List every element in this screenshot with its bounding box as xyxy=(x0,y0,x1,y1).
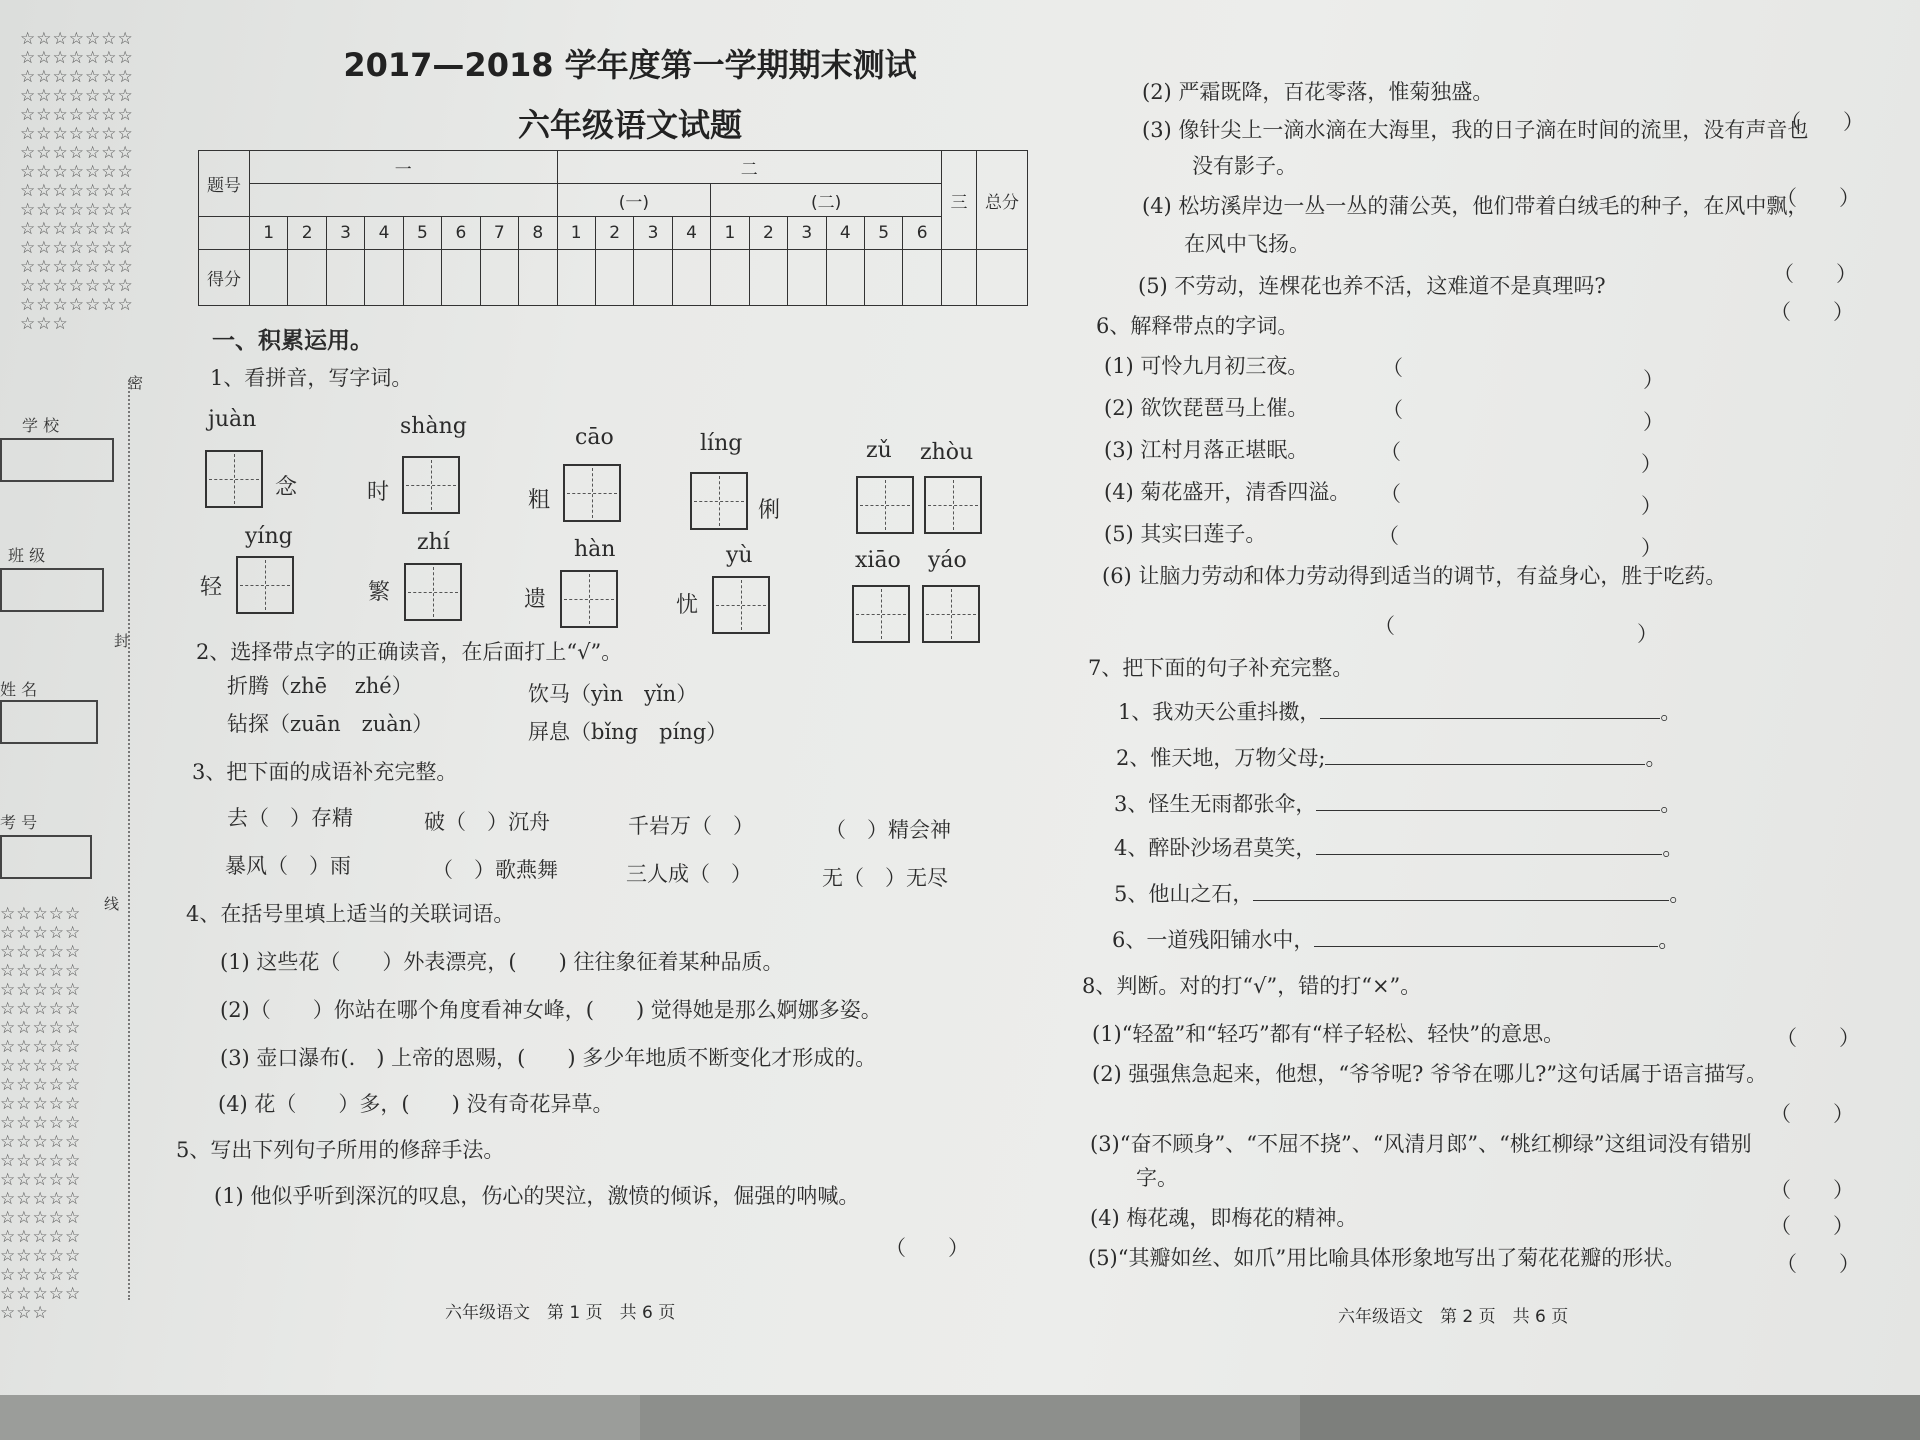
qnum-cell: 5 xyxy=(403,217,441,250)
idiom-item[interactable]: 千岩万（ ） xyxy=(628,814,754,838)
q7-end: 。 xyxy=(1669,882,1691,906)
q2-option[interactable]: 钻探（zuān zuàn） xyxy=(227,712,434,736)
given-char: 轻 xyxy=(200,575,223,600)
paren-close[interactable]: ） xyxy=(1643,410,1664,434)
q6-item: (6) 让脑力劳动和体力劳动得到适当的调节，有益身心，胜于吃药。 xyxy=(1102,564,1727,588)
q7-end: 。 xyxy=(1645,746,1667,770)
school-label: 学 校 xyxy=(22,416,60,435)
name-field[interactable] xyxy=(0,700,98,744)
rhetoric-item: (3) 像针尖上一滴水滴在大海里，我的日子滴在时间的流里，没有声音也 xyxy=(1142,118,1809,142)
q7-item xyxy=(1116,742,1666,772)
q7-prompt: 7、把下面的句子补充完整。 xyxy=(1088,656,1354,680)
q7-item xyxy=(1114,832,1683,862)
rhetoric-item-cont: 没有影子。 xyxy=(1192,154,1297,178)
section-2-header: 二 xyxy=(557,151,942,184)
exam-subtitle: 六年级语文试题 xyxy=(517,106,742,144)
q7-end: 。 xyxy=(1658,928,1680,952)
q5-item: (1) 他似乎听到深沉的叹息，伤心的哭泣，激愤的倾诉，倔强的呐喊。 xyxy=(214,1184,860,1208)
score-cell[interactable] xyxy=(519,250,557,306)
score-cell[interactable] xyxy=(365,250,403,306)
fill-line[interactable] xyxy=(1253,882,1669,901)
pinyin: hàn xyxy=(574,537,616,562)
idiom-item[interactable]: 去（ ）存精 xyxy=(227,806,353,830)
qnum-cell: 4 xyxy=(672,217,710,250)
qnum-cell: 4 xyxy=(826,217,864,250)
q8-item: (1)“轻盈”和“轻巧”都有“样子轻松、轻快”的意思。 xyxy=(1092,1022,1565,1046)
answer-paren[interactable]: （ ） xyxy=(1770,1178,1854,1202)
paren-open[interactable]: （ xyxy=(1374,614,1395,638)
q7-item xyxy=(1112,924,1679,954)
fill-line[interactable] xyxy=(1320,700,1660,719)
fill-line[interactable] xyxy=(1316,836,1662,855)
idiom-item[interactable]: （ ）精会神 xyxy=(825,818,951,842)
fill-line[interactable] xyxy=(1325,746,1645,765)
q7-text: 5、他山之石， xyxy=(1114,882,1254,906)
score-cell[interactable] xyxy=(557,250,595,306)
seal-mi: 密 xyxy=(128,374,144,392)
under-sheet xyxy=(0,1395,640,1440)
score-cell[interactable] xyxy=(711,250,749,306)
score-cell[interactable] xyxy=(749,250,787,306)
exam-number-label: 考 号 xyxy=(0,813,38,832)
sub-a-header: (一) xyxy=(557,184,711,217)
binding-dotted-line xyxy=(128,380,130,1300)
pinyin: zhòu xyxy=(920,440,974,465)
given-char: 遗 xyxy=(524,587,547,612)
name-label: 姓 名 xyxy=(0,680,38,699)
q6-item: (1) 可怜九月初三夜。 xyxy=(1104,354,1309,378)
qnum-cell: 1 xyxy=(711,217,749,250)
qnum-cell: 3 xyxy=(634,217,672,250)
q4-item[interactable]: (3) 壶口瀑布(. ) 上帝的恩赐，( ) 多少年地质不断变化才形成的。 xyxy=(220,1046,877,1070)
q7-text: 6、一道残阳铺水中， xyxy=(1112,928,1315,952)
q3-prompt: 3、把下面的成语补充完整。 xyxy=(192,760,458,784)
answer-paren[interactable]: （ ） xyxy=(1770,1214,1854,1238)
answer-paren[interactable]: （ ） xyxy=(885,1236,969,1260)
score-cell[interactable] xyxy=(826,250,864,306)
given-char: 时 xyxy=(367,480,390,505)
q4-item[interactable]: (4) 花（ ）多，( ) 没有奇花异草。 xyxy=(218,1092,614,1116)
writing-box[interactable] xyxy=(560,570,618,628)
qnum-cell: 1 xyxy=(250,217,288,250)
writing-box[interactable] xyxy=(236,556,294,614)
score-cell[interactable] xyxy=(634,250,672,306)
q8-item-cont: 字。 xyxy=(1136,1166,1178,1190)
idiom-item[interactable]: 三人成（ ） xyxy=(626,862,752,886)
score-cell[interactable] xyxy=(442,250,480,306)
q6-item: (3) 江村月落正堪眠。 xyxy=(1104,438,1309,462)
q2-prompt: 2、选择带点字的正确读音，在后面打上“√”。 xyxy=(196,640,623,664)
given-char: 俐 xyxy=(758,498,781,523)
pinyin: juàn xyxy=(208,407,257,432)
section-1-heading: 一、积累运用。 xyxy=(212,328,373,354)
score-cell[interactable] xyxy=(403,250,441,306)
score-cell[interactable] xyxy=(865,250,903,306)
pinyin: zhí xyxy=(417,530,450,555)
binding-strip xyxy=(0,0,150,1395)
qnum-cell: 3 xyxy=(326,217,364,250)
q6-item: (4) 菊花盛开，清香四溢。 xyxy=(1104,480,1351,504)
answer-paren[interactable]: （ ） xyxy=(1776,186,1860,210)
pinyin: shàng xyxy=(400,414,467,439)
fill-line[interactable] xyxy=(1316,792,1660,811)
q7-item xyxy=(1118,696,1681,726)
paren-close[interactable]: ） xyxy=(1637,622,1658,646)
paren-close[interactable]: ） xyxy=(1641,494,1662,518)
rhetoric-item: (5) 不劳动，连棵花也养不活，这难道不是真理吗? xyxy=(1138,274,1606,298)
given-char: 忧 xyxy=(676,593,699,618)
score-cell[interactable] xyxy=(672,250,710,306)
paren-close[interactable]: ） xyxy=(1641,536,1662,560)
score-cell[interactable] xyxy=(250,250,288,306)
score-cell[interactable] xyxy=(788,250,826,306)
seal-xian: 线 xyxy=(104,895,120,913)
qnum-cell: 7 xyxy=(480,217,518,250)
score-cell[interactable] xyxy=(326,250,364,306)
school-field[interactable] xyxy=(0,438,114,482)
q2-option[interactable]: 折腾（zhē zhé） xyxy=(227,674,413,698)
q4-item[interactable]: (2)（ ）你站在哪个角度看神女峰，( ) 觉得她是那么婀娜多姿。 xyxy=(220,998,882,1022)
paren-open[interactable]: （ xyxy=(1382,356,1403,380)
answer-paren[interactable]: （ ） xyxy=(1770,1102,1854,1126)
paren-open[interactable]: （ xyxy=(1382,398,1403,422)
class-label: 班 级 xyxy=(8,546,46,565)
seal-feng: 封 xyxy=(114,632,130,650)
writing-box[interactable] xyxy=(690,472,748,530)
q6-item: (5) 其实曰莲子。 xyxy=(1104,522,1267,546)
section-1-header: 一 xyxy=(250,151,558,184)
writing-box[interactable] xyxy=(402,456,460,514)
q8-prompt: 8、判断。对的打“√”，错的打“×”。 xyxy=(1082,974,1422,998)
idiom-item[interactable]: 暴风（ ）雨 xyxy=(225,854,351,878)
qnum-cell: 2 xyxy=(749,217,787,250)
page-footer-right: 六年级语文 第 2 页 共 6 页 xyxy=(1338,1307,1569,1327)
q7-text: 4、醉卧沙场君莫笑， xyxy=(1114,836,1317,860)
writing-box[interactable] xyxy=(924,476,982,534)
idiom-item[interactable]: （ ）歌燕舞 xyxy=(432,858,558,882)
writing-box[interactable] xyxy=(563,464,621,522)
paren-close[interactable]: ） xyxy=(1641,452,1662,476)
score-table xyxy=(198,150,1028,306)
q7-end: 。 xyxy=(1660,792,1682,816)
qnum-cell: 2 xyxy=(595,217,633,250)
pinyin: yáo xyxy=(928,548,967,573)
paren-open[interactable]: （ xyxy=(1380,482,1401,506)
q7-item xyxy=(1114,788,1681,818)
answer-paren[interactable]: （ ） xyxy=(1770,300,1854,324)
paren-close[interactable]: ） xyxy=(1643,368,1664,392)
q2-option[interactable]: 饮马（yìn yǐn） xyxy=(528,682,698,706)
writing-box[interactable] xyxy=(852,585,910,643)
idiom-item[interactable]: 无（ ）无尽 xyxy=(822,866,948,890)
qnum-cell: 6 xyxy=(903,217,942,250)
rhetoric-item-cont: 在风中飞扬。 xyxy=(1184,232,1310,256)
pinyin: cāo xyxy=(575,425,614,450)
qnum-cell: 1 xyxy=(557,217,595,250)
q6-prompt: 6、解释带点的字词。 xyxy=(1096,314,1299,338)
writing-box[interactable] xyxy=(856,476,914,534)
star-border-bottom: ☆☆☆☆☆☆☆☆☆☆☆☆☆☆☆☆☆☆☆☆☆☆☆☆☆☆☆☆☆☆☆☆☆☆☆☆☆☆☆☆☆☆☆☆☆☆☆☆☆☆☆☆☆☆☆☆☆☆☆☆☆☆☆☆☆☆☆☆☆☆☆☆☆☆☆☆☆☆☆☆☆☆☆☆☆☆☆☆☆☆☆☆☆☆☆☆☆☆☆☆☆☆☆☆☆☆☆☆ xyxy=(0,904,82,1323)
header-cell: 题号 xyxy=(199,151,250,217)
desk-surface xyxy=(1300,1395,1920,1440)
q7-text: 2、惟天地，万物父母; xyxy=(1116,746,1326,770)
class-field[interactable] xyxy=(0,568,104,612)
score-cell[interactable] xyxy=(595,250,633,306)
pinyin: yíng xyxy=(245,524,293,549)
given-char: 念 xyxy=(275,475,298,500)
q8-item: (2) 强强焦急起来，他想，“爷爷呢? 爷爷在哪儿?”这句话属于语言描写。 xyxy=(1092,1062,1768,1086)
answer-paren[interactable]: （ ） xyxy=(1780,110,1864,134)
writing-box[interactable] xyxy=(712,576,770,634)
q7-end: 。 xyxy=(1660,700,1682,724)
q8-item: (5)“其瓣如丝、如爪”用比喻具体形象地写出了菊花花瓣的形状。 xyxy=(1088,1246,1686,1270)
qnum-cell: 8 xyxy=(519,217,557,250)
blank-cell xyxy=(199,217,250,250)
q7-text: 3、怪生无雨都张伞， xyxy=(1114,792,1317,816)
fill-line[interactable] xyxy=(1314,928,1658,947)
writing-box[interactable] xyxy=(205,450,263,508)
pinyin: xiāo xyxy=(855,548,901,573)
q6-item: (2) 欲饮琵琶马上催。 xyxy=(1104,396,1309,420)
answer-paren[interactable]: （ ） xyxy=(1773,262,1857,286)
total-header: 总分 xyxy=(977,151,1028,250)
pinyin: yù xyxy=(726,543,753,568)
idiom-item[interactable]: 破（ ）沉舟 xyxy=(424,810,550,834)
q5-prompt: 5、写出下列句子所用的修辞手法。 xyxy=(176,1138,505,1162)
paren-open[interactable]: （ xyxy=(1378,524,1399,548)
answer-paren[interactable]: （ ） xyxy=(1776,1252,1860,1276)
score-cell[interactable] xyxy=(903,250,942,306)
spacer-cell xyxy=(250,184,558,217)
star-border-top: ☆☆☆☆☆☆☆☆☆☆☆☆☆☆☆☆☆☆☆☆☆☆☆☆☆☆☆☆☆☆☆☆☆☆☆☆☆☆☆☆☆☆☆☆☆☆☆☆☆☆☆☆☆☆☆☆☆☆☆☆☆☆☆☆☆☆☆☆☆☆☆☆☆☆☆☆☆☆☆☆☆☆☆☆☆☆☆☆☆☆☆☆☆☆☆☆☆☆☆☆☆☆☆☆☆☆☆☆ xyxy=(20,29,134,334)
score-cell[interactable] xyxy=(942,250,977,306)
paren-open[interactable]: （ xyxy=(1380,440,1401,464)
q4-item[interactable]: (1) 这些花（ ）外表漂亮，( ) 往往象征着某种品质。 xyxy=(220,950,784,974)
writing-box[interactable] xyxy=(922,585,980,643)
pinyin: zǔ xyxy=(866,438,892,463)
exam-number-field[interactable] xyxy=(0,835,92,879)
q2-option[interactable]: 屏息（bǐng píng） xyxy=(528,720,728,744)
qnum-cell: 4 xyxy=(365,217,403,250)
q8-item: (3)“奋不顾身”、“不屈不挠”、“风清月郎”、“桃红柳绿”这组词没有错别 xyxy=(1090,1132,1752,1156)
qnum-cell: 6 xyxy=(442,217,480,250)
qnum-cell: 5 xyxy=(865,217,903,250)
score-label-cell: 得分 xyxy=(199,250,250,306)
qnum-cell: 3 xyxy=(788,217,826,250)
pinyin: líng xyxy=(700,431,743,456)
answer-paren[interactable]: （ ） xyxy=(1776,1026,1860,1050)
score-cell[interactable] xyxy=(977,250,1028,306)
section-3-header: 三 xyxy=(942,151,977,250)
qnum-cell: 2 xyxy=(288,217,326,250)
q7-end: 。 xyxy=(1662,836,1684,860)
writing-box[interactable] xyxy=(404,563,462,621)
rhetoric-item: (2) 严霜既降，百花零落，惟菊独盛。 xyxy=(1142,80,1494,104)
given-char: 粗 xyxy=(528,488,551,513)
sub-b-header: (二) xyxy=(711,184,942,217)
q1-prompt: 1、看拼音，写字词。 xyxy=(210,366,413,390)
q8-item: (4) 梅花魂，即梅花的精神。 xyxy=(1090,1206,1358,1230)
q4-prompt: 4、在括号里填上适当的关联词语。 xyxy=(186,902,515,926)
score-cell[interactable] xyxy=(288,250,326,306)
q7-text: 1、我劝天公重抖擞， xyxy=(1118,700,1321,724)
rhetoric-item: (4) 松坊溪岸边一丛一丛的蒲公英，他们带着白绒毛的种子，在风中飘， xyxy=(1142,194,1809,218)
q7-item xyxy=(1114,878,1690,908)
score-cell[interactable] xyxy=(480,250,518,306)
given-char: 繁 xyxy=(368,580,391,605)
page-footer-left: 六年级语文 第 1 页 共 6 页 xyxy=(445,1303,676,1323)
exam-title: 2017—2018 学年度第一学期期末测试 xyxy=(343,46,917,84)
